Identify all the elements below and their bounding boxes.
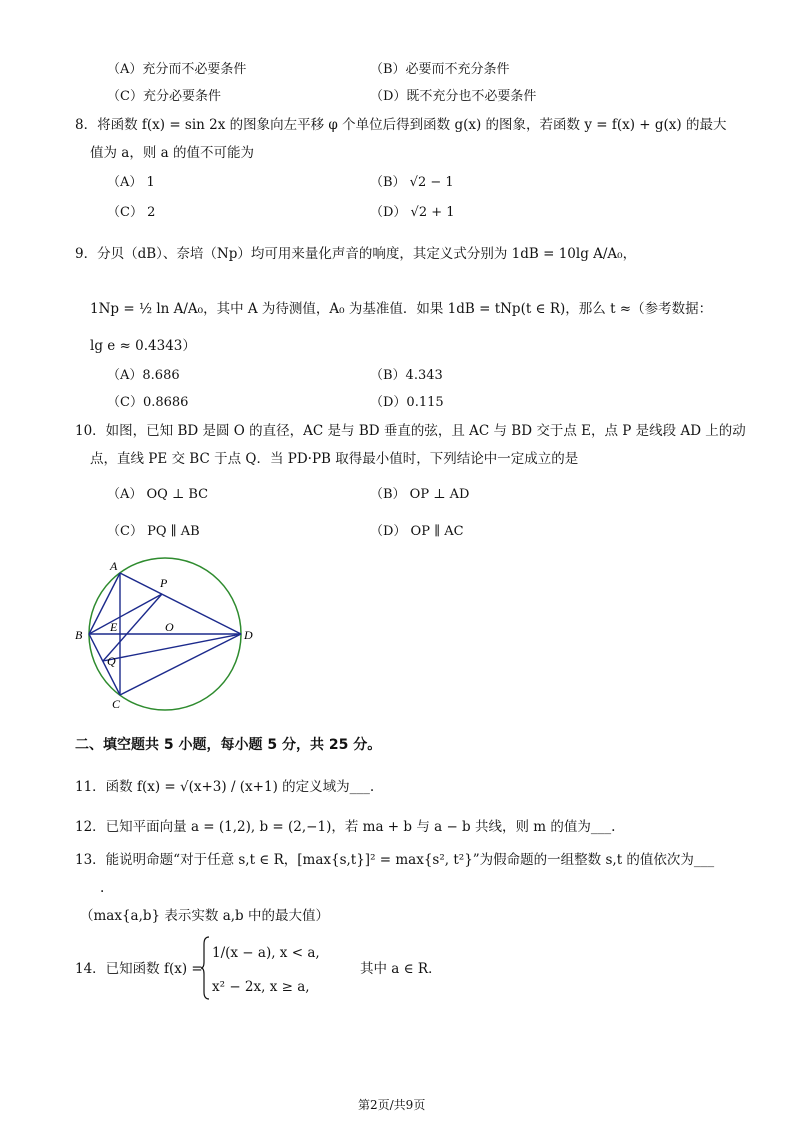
segment-ad <box>120 573 241 634</box>
q8-stem-line1: 8．将函数 f(x) = sin 2x 的图象向左平移 φ 个单位后得到函数 g(x) 的图象，若函数 y = f(x) + g(x) 的最大 <box>75 117 727 133</box>
section-title: 二、填空题共 5 小题，每小题 5 分，共 25 分。 <box>75 737 382 753</box>
q7-option-b: （B）必要而不充分条件 <box>370 62 510 77</box>
q10-option-b: （B） OP ⊥ AD <box>370 487 470 502</box>
segment-cd <box>120 634 241 695</box>
label-d: D <box>244 628 253 642</box>
q8-option-a: （A） 1 <box>107 175 155 190</box>
q11-stem: 11．函数 f(x) = √(x+3) / (x+1) 的定义域为___. <box>75 779 375 795</box>
q10-option-a: （A） OQ ⊥ BC <box>107 487 209 502</box>
q10-stem-line2: 点，直线 PE 交 BC 于点 Q．当 PD·PB 取得最小值时，下列结论中一定成立的是 <box>90 451 579 467</box>
q10-option-d: （D） OP ∥ AC <box>370 524 464 539</box>
q9-stem-line3: lg e ≈ 0.4343） <box>90 338 196 354</box>
label-q: Q <box>107 654 116 668</box>
label-c: C <box>112 697 121 711</box>
q14-case2: x² − 2x, x ≥ a, <box>212 979 310 995</box>
label-p: P <box>160 576 168 590</box>
q14-suffix: 其中 a ∈ R． <box>360 961 442 977</box>
q13-stem-line1: 13．能说明命题“对于任意 s,t ∈ R，[max{s,t}]² = max{s², t²}”为假命题的一组整数 s,t 的值依次为___ <box>75 852 715 868</box>
q8-option-b: （B） √2 − 1 <box>370 175 454 190</box>
q9-option-b: （B）4.343 <box>370 368 443 383</box>
label-e: E <box>110 620 118 634</box>
q10-option-c: （C） PQ ∥ AB <box>107 524 200 539</box>
q9-stem-line2: 1Np = ½ ln A/A₀，其中 A 为待测值，A₀ 为基准值．如果 1dB = tNp(t ∈ R)，那么 t ≈（参考数据： <box>90 301 713 317</box>
label-o: O <box>165 620 174 634</box>
q9-stem-line1: 9．分贝（dB）、奈培（Np）均可用来量化声音的响度，其定义式分别为 1dB = 10lg A/A₀， <box>75 246 637 262</box>
q9-option-d: （D）0.115 <box>370 395 444 410</box>
segment-pb <box>89 594 162 634</box>
q9-option-c: （C）0.8686 <box>107 395 189 410</box>
q14-case1: 1/(x − a), x < a, <box>212 945 320 961</box>
q7-option-a: （A）充分而不必要条件 <box>107 62 247 77</box>
piecewise-brace <box>200 936 210 1000</box>
q10-stem-line1: 10．如图，已知 BD 是圆 O 的直径，AC 是与 BD 垂直的弦，且 AC 与 BD 交于点 E，点 P 是线段 AD 上的动 <box>75 423 746 439</box>
q7-option-c: （C）充分必要条件 <box>107 89 221 104</box>
circle-geometry-figure <box>70 555 260 715</box>
q9-option-a: （A）8.686 <box>107 368 180 383</box>
q13-stem-line2: . <box>100 880 105 896</box>
q14-prefix: 14．已知函数 f(x) = <box>75 961 203 977</box>
q13-note: （max{a,b} 表示实数 a,b 中的最大值） <box>80 908 329 924</box>
q8-option-d: （D） √2 + 1 <box>370 205 455 220</box>
q8-stem-line2: 值为 a，则 a 的值不可能为 <box>90 145 254 161</box>
label-b: B <box>75 628 83 642</box>
page-number: 第2页/共9页 <box>358 1098 426 1112</box>
label-a: A <box>110 559 118 573</box>
q8-option-c: （C） 2 <box>107 205 156 220</box>
q12-stem: 12．已知平面向量 a = (1,2), b = (2,−1)，若 ma + b 与 a − b 共线，则 m 的值为___. <box>75 819 616 835</box>
q7-option-d: （D）既不充分也不必要条件 <box>370 89 537 104</box>
